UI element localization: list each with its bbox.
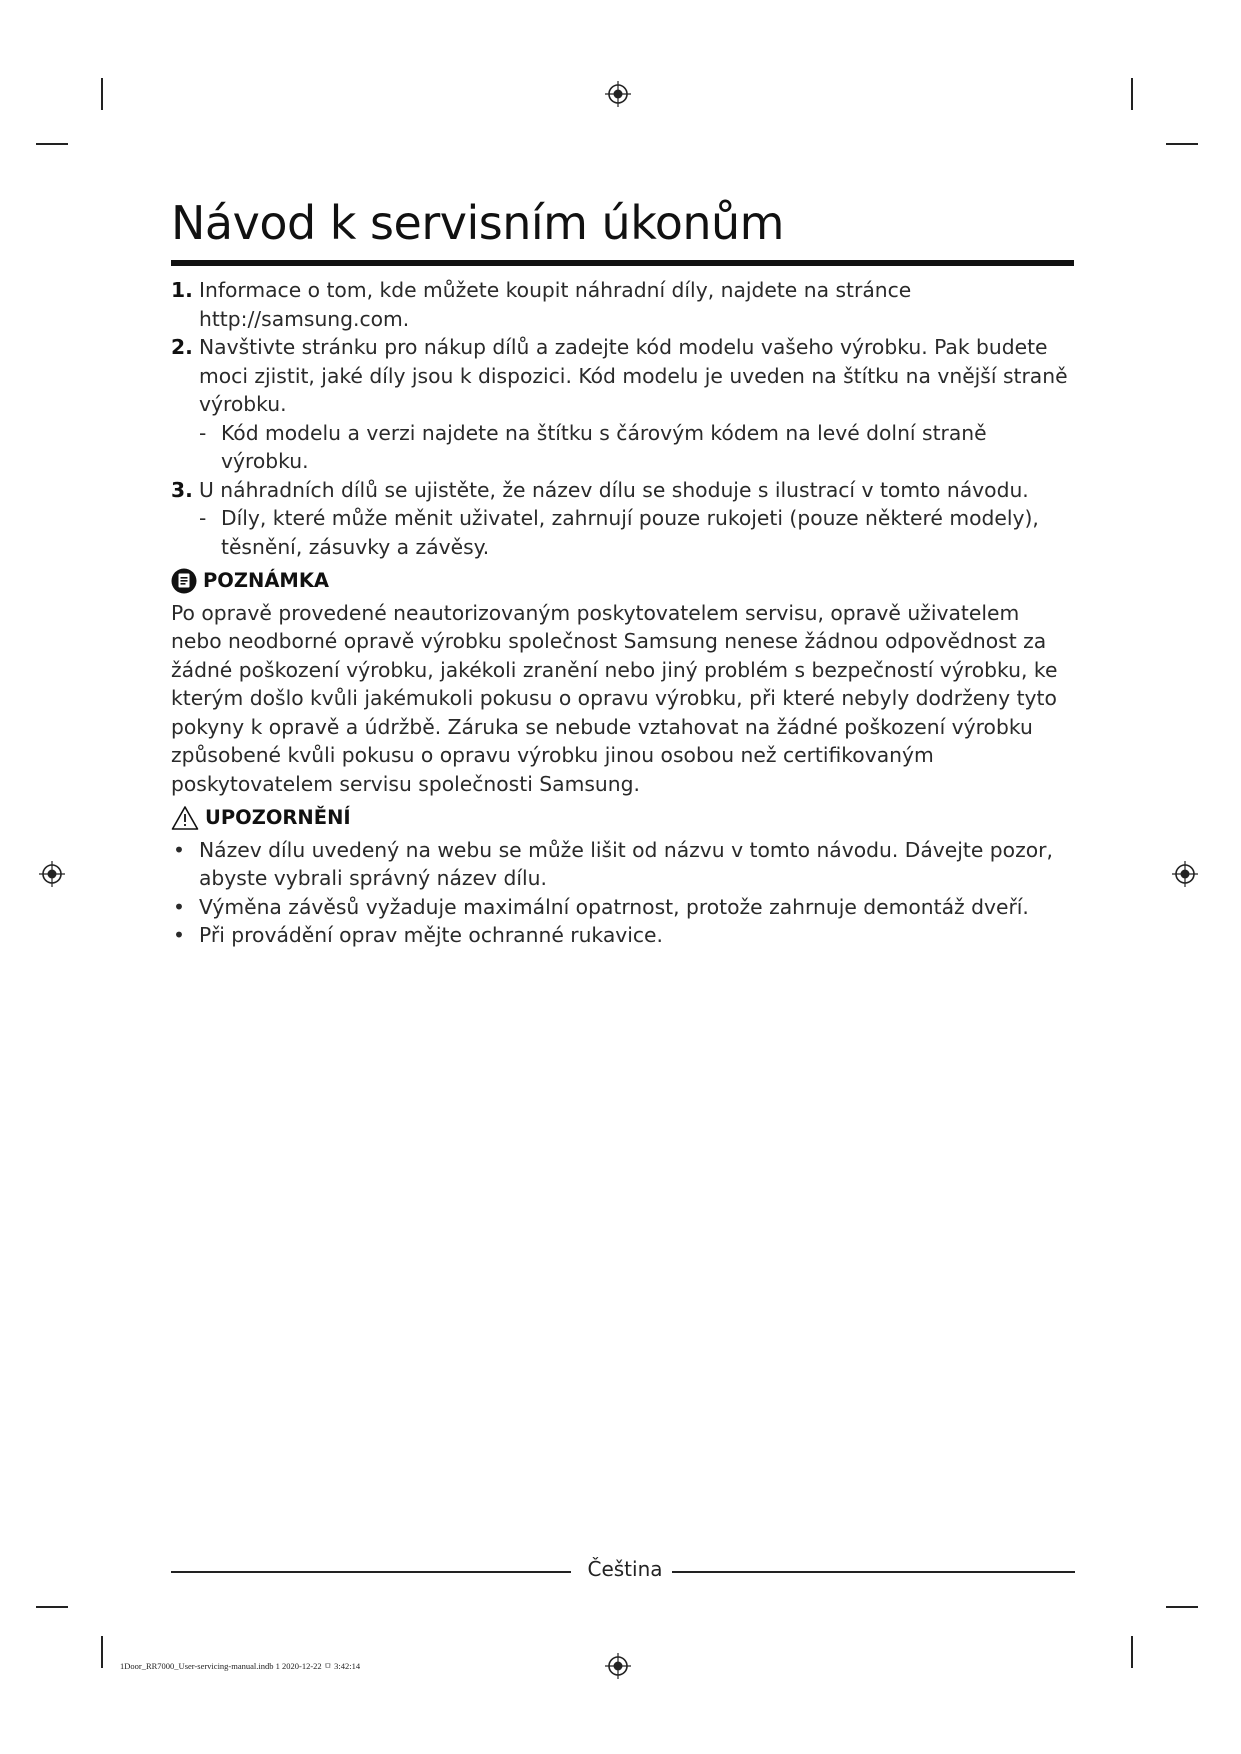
crop-mark-bottom-left-h xyxy=(36,1606,68,1608)
note-label: POZNÁMKA xyxy=(203,569,330,592)
footer-language: Čeština xyxy=(587,1557,663,1581)
note-text: Po opravě provedené neautorizovaným poskytovatelem servisu, opravě uživatelem nebo neodborné opravě výrobku společnost Samsung nenese žádnou odpovědnost za žádné poškození výrobku, jakékoli zranění nebo jiný problém s bezpečností výrobku, ke kterým došlo kvůli jakémukoli pokusu o opravu výrobku, při které nebyly dodrženy tyto pokyny k opravě a údržbě. Záruka se nebude vztahovat na žádné poškození výrobku způsobené kvůli pokusu o opravu výrobku jinou osobou než certifikovaným poskytovatelem servisu společnosti Samsung. xyxy=(171,600,1058,796)
step-sub-text: Kód modelu a verzi najdete na štítku s čárovým kódem na levé dolní straně výrobku. xyxy=(221,420,987,473)
caution-label: UPOZORNĚNÍ xyxy=(205,806,351,829)
crop-mark-bottom-left xyxy=(101,1636,103,1668)
crop-mark-bottom-right xyxy=(1131,1636,1133,1668)
caution-heading xyxy=(171,804,1075,833)
step-sub-item: - Kód modelu a verzi najdete na štítku s čárovým kódem na levé dolní straně výrobku. xyxy=(199,420,987,473)
caution-bullet: • Při provádění oprav mějte ochranné rukavice. xyxy=(173,923,663,947)
crop-mark-top-right xyxy=(1131,78,1133,110)
crop-mark-top-right-h xyxy=(1166,143,1198,145)
step-item xyxy=(171,276,1075,333)
step-item xyxy=(171,476,1075,505)
registration-mark-icon xyxy=(605,81,631,107)
step-text: Navštivte stránku pro nákup dílů a zadejte kód modelu vašeho výrobku. Pak budete moci zjistit, jaké díly jsou k dispozici. Kód modelu je uveden na štítku na vnější straně výrobku. xyxy=(199,335,1068,416)
step-sub-text: Díly, které může měnit uživatel, zahrnují pouze rukojeti (pouze některé modely), těsnění, zásuvky a závěsy. xyxy=(221,506,1039,559)
registration-mark-icon xyxy=(1172,861,1198,887)
step-number: 3. xyxy=(171,477,193,502)
caution-bullet: • Název dílu uvedený na webu se může lišit od názvu v tomto návodu. Dávejte pozor, abyste vybrali správný název dílu. xyxy=(173,837,1053,890)
footer-rule-left xyxy=(171,1571,571,1573)
step-number: 1. xyxy=(171,278,193,302)
print-slug: 1Door_RR7000_User-servicing-manual.indb 1 2020-12-22 ㅁ 3:42:14 xyxy=(120,1661,361,1671)
crop-mark-bottom-right-h xyxy=(1166,1606,1198,1608)
main-content xyxy=(171,276,1075,950)
step-sub-item: - Díly, které může měnit uživatel, zahrnují pouze rukojeti (pouze některé modely), těsnění, zásuvky a závěsy. xyxy=(199,506,1039,559)
note-icon xyxy=(171,568,197,594)
crop-mark-top-left xyxy=(101,78,103,110)
note-heading xyxy=(171,567,1075,596)
registration-mark-icon xyxy=(39,861,65,887)
caution-bullet-text: Při provádění oprav mějte ochranné rukavice. xyxy=(199,923,663,947)
footer-rule-right xyxy=(672,1571,1075,1573)
page-title: Návod k servisním úkonům xyxy=(171,196,784,250)
step-item xyxy=(171,333,1075,419)
title-rule xyxy=(171,260,1074,266)
crop-mark-top-left-h xyxy=(36,143,68,145)
caution-bullet-text: Název dílu uvedený na webu se může lišit od názvu v tomto návodu. Dávejte pozor, abyste vybrali správný název dílu. xyxy=(199,837,1053,890)
registration-mark-icon xyxy=(605,1653,631,1679)
caution-bullet-text: Výměna závěsů vyžaduje maximální opatrnost, protože zahrnuje demontáž dveří. xyxy=(199,894,1029,919)
caution-bullet: • Výměna závěsů vyžaduje maximální opatrnost, protože zahrnuje demontáž dveří. xyxy=(173,894,1029,919)
step-text: U náhradních dílů se ujistěte, že název dílu se shoduje s ilustrací v tomto návodu. xyxy=(199,477,1029,502)
step-text: Informace o tom, kde můžete koupit náhradní díly, najdete na stránce http://samsung.com. xyxy=(199,278,912,331)
warning-triangle-icon xyxy=(171,805,199,831)
step-number: 2. xyxy=(171,335,193,359)
